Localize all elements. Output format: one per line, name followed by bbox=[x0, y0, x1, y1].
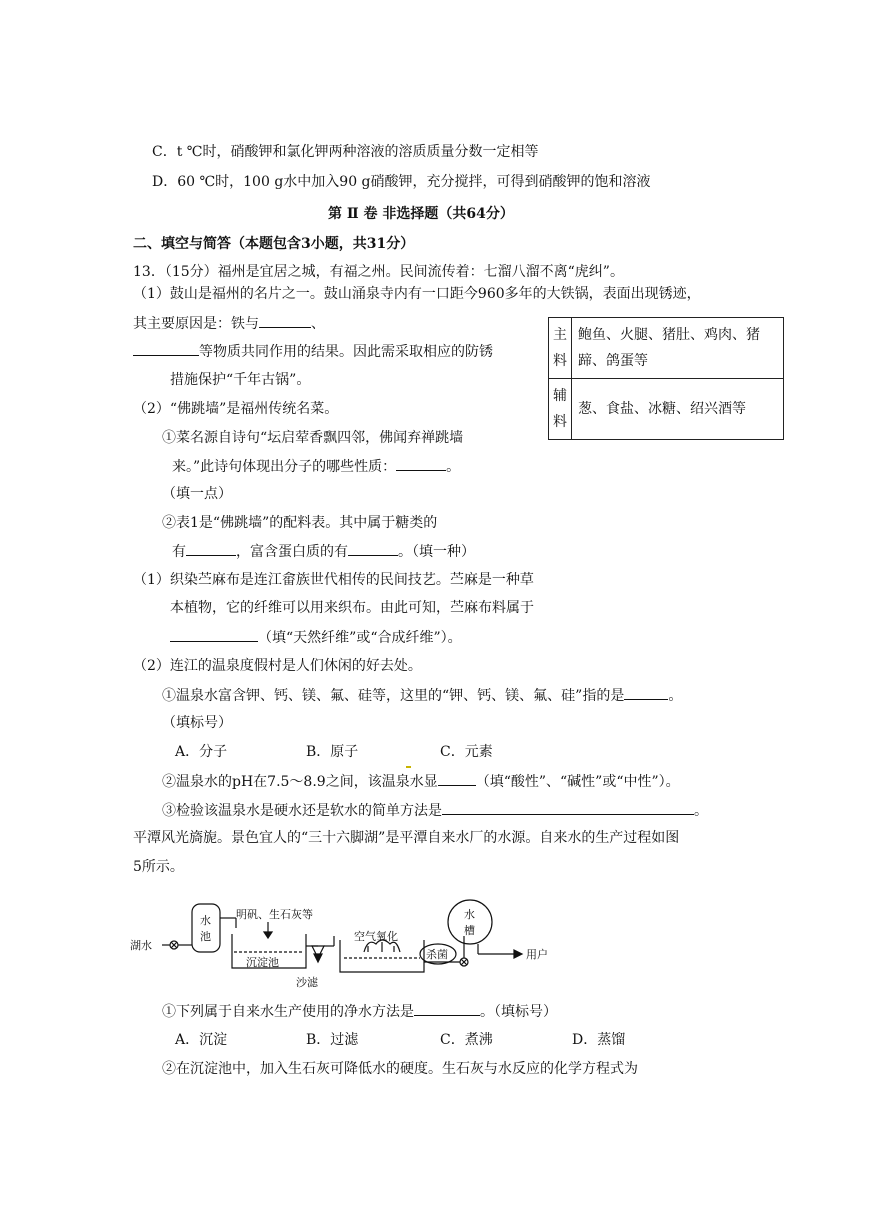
q2-1b bbox=[172, 456, 460, 477]
answer-blank[interactable] bbox=[170, 627, 258, 642]
q2-2b bbox=[172, 541, 475, 562]
ingredient-table bbox=[548, 317, 784, 440]
option-5d: D．蒸馏 bbox=[572, 1032, 626, 1048]
q4-3 bbox=[162, 800, 708, 821]
label-air-oxidation: 空气氧化 bbox=[354, 930, 398, 943]
q2-2a: ②表1是“佛跳墙”的配料表。其中属于糖类的 bbox=[162, 515, 438, 531]
option-5c: C．煮沸 bbox=[440, 1032, 493, 1048]
label-tank-2: 槽 bbox=[464, 924, 475, 937]
water-pool-shape bbox=[192, 904, 220, 952]
q4-3-text: ③检验该温泉水是硬水还是软水的简单方法是 bbox=[162, 803, 442, 819]
label-pool-2: 池 bbox=[200, 930, 211, 943]
q2-1b-text: 来。”此诗句体现出分子的哪些性质： bbox=[172, 459, 397, 475]
q1-line3-text: 等物质共同作用的结果。因此需采取相应的防锈 bbox=[199, 344, 493, 360]
answer-blank[interactable] bbox=[133, 341, 199, 356]
q5-1-text: ①下列属于自来水生产使用的净水方法是 bbox=[162, 1004, 414, 1020]
q5-2: ②在沉淀池中，加入生石灰可降低水的硬度。生石灰与水反应的化学方程式为 bbox=[162, 1061, 638, 1077]
q4-3-end: 。 bbox=[694, 803, 708, 819]
main-key-char2: 料 bbox=[553, 353, 567, 369]
option-5a: A．沉淀 bbox=[175, 1032, 228, 1048]
answer-blank[interactable] bbox=[348, 541, 398, 556]
main-ingredient-value: 鲍鱼、火腿、猪肚、鸡肉、猪蹄、鸽蛋等 bbox=[572, 318, 784, 379]
aux-ingredient-key bbox=[549, 379, 572, 440]
label-sediment: 沉淀池 bbox=[246, 956, 279, 969]
label-additive: 明矾、生石灰等 bbox=[236, 908, 313, 921]
q4-2-text: ②温泉水的pH在7.5～8.9之间，该温泉水显 bbox=[162, 774, 438, 790]
q1-separator: 、 bbox=[311, 316, 325, 332]
q2-2b-text3: 。（填一种） bbox=[398, 544, 475, 560]
q5-1-end: 。（填标号） bbox=[480, 1004, 557, 1020]
label-lake: 湖水 bbox=[130, 939, 152, 952]
option-4a: A．分子 bbox=[175, 744, 228, 760]
q4-1-text: ①温泉水富含钾、钙、镁、氟、硅等，这里的“钾、钙、镁、氟、硅”指的是 bbox=[162, 688, 625, 704]
q1-line2-text: 其主要原因是：铁与 bbox=[133, 316, 259, 332]
q5-1 bbox=[162, 1001, 557, 1022]
q4-1-end: 。 bbox=[668, 688, 683, 704]
answer-blank[interactable] bbox=[186, 541, 236, 556]
option-d: D．60 ℃时，100 g水中加入90 g硝酸钾，充分搅拌，可得到硝酸钾的饱和溶液 bbox=[152, 174, 651, 190]
q2-1a: ①菜名源自诗句“坛启荤香飘四邻，佛闻弃禅跳墙 bbox=[162, 430, 464, 446]
q4-a: （2）连江的温泉度假村是人们休闲的好去处。 bbox=[133, 658, 422, 674]
q5-a: 平潭风光旖旎。景色宜人的“三十六脚湖”是平潭自来水厂的水源。自来水的生产过程如图 bbox=[133, 830, 680, 846]
label-sterilize: 杀菌 bbox=[426, 948, 448, 961]
option-5b: B．过滤 bbox=[306, 1032, 359, 1048]
water-tank-shape bbox=[448, 900, 492, 944]
q5-b: 5所示。 bbox=[133, 859, 184, 875]
answer-blank[interactable] bbox=[259, 313, 311, 328]
q1-line2 bbox=[133, 313, 325, 334]
part-two-title: 第 Ⅱ 卷 非选择题（共64分） bbox=[328, 206, 514, 222]
q4-2-end: （填“酸性”、“碱性”或“中性”）。 bbox=[475, 774, 680, 790]
answer-blank[interactable] bbox=[396, 456, 446, 471]
q4-1 bbox=[162, 685, 682, 706]
label-tank-1: 水 bbox=[464, 908, 475, 921]
option-4b: B．原子 bbox=[306, 744, 359, 760]
q2-line1: （2）“佛跳墙”是福州传统名菜。 bbox=[133, 401, 339, 417]
label-pool-1: 水 bbox=[200, 914, 211, 927]
water-treatment-diagram bbox=[128, 896, 568, 992]
answer-blank[interactable] bbox=[438, 771, 476, 786]
option-4c: C．元素 bbox=[440, 744, 493, 760]
section-title: 二、填空与简答（本题包含3小题，共31分） bbox=[133, 236, 415, 252]
q2-2b-text1: 有 bbox=[172, 544, 186, 560]
label-user: 用户 bbox=[526, 948, 548, 961]
answer-blank[interactable] bbox=[414, 1001, 480, 1016]
question-13: 13．（15分）福州是宜居之城，有福之州。民间流传着：七溜八溜不离“虎纠”。 bbox=[133, 264, 624, 280]
answer-blank[interactable] bbox=[442, 800, 694, 815]
q4-1b: （填标号） bbox=[162, 715, 232, 731]
q1-line4: 措施保护“千年古锅”。 bbox=[170, 372, 311, 388]
answer-blank[interactable] bbox=[624, 685, 668, 700]
label-sand-filter: 沙滤 bbox=[296, 976, 318, 989]
q1-line3 bbox=[133, 341, 493, 362]
main-ingredient-key bbox=[549, 318, 572, 379]
q3-b: 本植物，它的纤维可以用来织布。由此可知，苎麻布料属于 bbox=[170, 600, 534, 616]
q4-2 bbox=[162, 771, 680, 792]
q3-a: （1）织染苎麻布是连江畲族世代相传的民间技艺。苎麻是一种草 bbox=[133, 572, 534, 588]
aux-key-char1: 辅 bbox=[553, 388, 567, 404]
main-key-char1: 主 bbox=[553, 327, 567, 343]
aux-ingredient-value: 葱、食盐、冰糖、绍兴酒等 bbox=[572, 379, 784, 440]
q1-line1: （1）鼓山是福州的名片之一。鼓山涌泉寺内有一口距今960多年的大铁锅，表面出现锈迹， bbox=[133, 286, 701, 302]
q3-c-text: （填“天然纤维”或“合成纤维”）。 bbox=[258, 630, 462, 646]
aux-key-char2: 料 bbox=[553, 414, 567, 430]
option-c: C．t ℃时，硝酸钾和氯化钾两种溶液的溶质质量分数一定相等 bbox=[152, 144, 539, 160]
q2-2b-text2: ，富含蛋白质的有 bbox=[236, 544, 348, 560]
q3-c bbox=[170, 627, 462, 648]
q2-1b-end: 。 bbox=[446, 459, 461, 475]
q2-1c: （填一点） bbox=[162, 486, 232, 502]
